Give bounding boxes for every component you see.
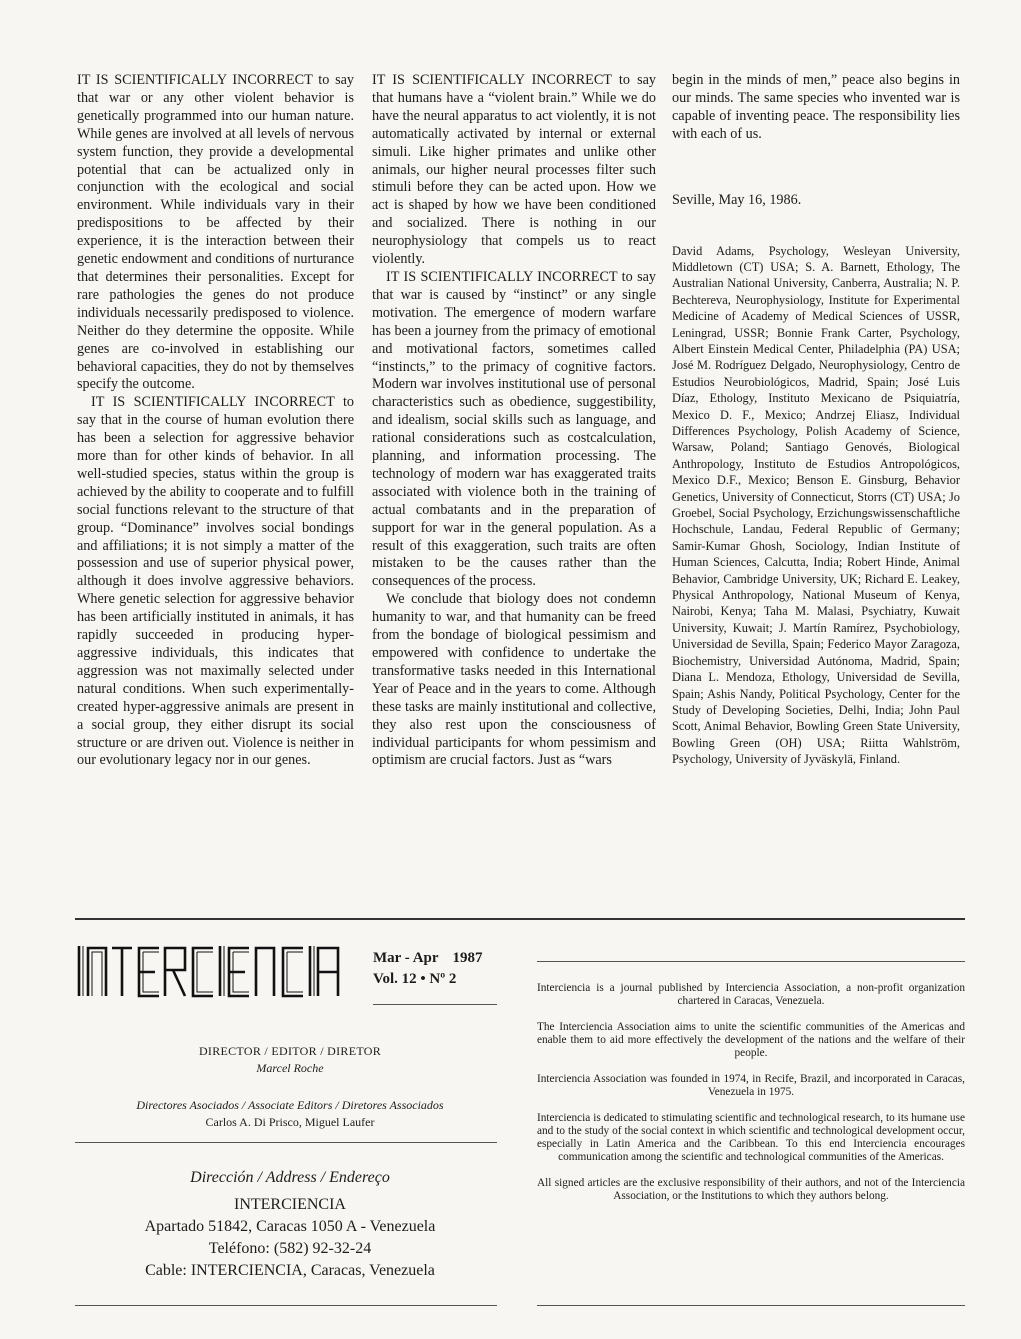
paragraph: IT IS SCIENTIFICALLY INCORRECT to say that in the course of human evolution there has been a selection for aggressive behavior more than for other kinds of behavior. In all well-studied species, status within the group is achieved by the ability to cooperate and to fulfill social functions relevant to the structure of that group. “Dominance” involves social bondings and affiliations; it is not simply a matter of the possession and use of superior physical power, although it does involve aggressive behaviors. Where genetic selection for aggressive behavior has been artificially instituted in animals, it has rapidly succeeded in producing hyper-aggressive individuals, this indicates that aggression was not maximally selected under natural conditions. When such experimentally-created hyper-aggressive animals are present in a social group, they either disrupt its social structure or are driven out. Violence is neither in our evolutionary legacy nor in our genes. (77, 394, 354, 769)
about-paragraph: The Interciencia Association aims to unite the scientific communities of the Americas and enable them to aid more effectively the development of the nations and the welfare of their people. (537, 1021, 965, 1059)
address-heading: Dirección / Address / Endereço (190, 1169, 390, 1186)
address-line: Apartado 51842, Caracas 1050 A - Venezuela (144, 1218, 436, 1235)
editor-block (90, 1043, 490, 1077)
signatories-list: David Adams, Psychology, Wesleyan University, Middletown (CT) USA; S. A. Barnett, Ethology, The Australian National University, Canberra, Australia; N. P. Bechtereva, Neurophysiology, Institute for Experimental Medicine of Academy of Medical Sciences of USSR, Leningrad, USSR; Bonnie Frank Carter, Psychology, Albert Einstein Medical Center, Philadelphia (PA) USA; José M. Rodríguez Delgado, Neurophysiology, Centro de Estudios Neurobiológicos, Madrid, Spain; José Luis Díaz, Ethology, Instituto Mexicano de Psiquiatría, Mexico D. F., Mexico; Andrzej Eliasz, Individual Differences Psychology, Polish Academy of Science, Warsaw, Poland; Santiago Genovés, Biological Anthropology, Instituto de Estudios Antropológicos, Mexico D.F., Mexico; Benson E. Ginsburg, Behavior Genetics, University of Connecticut, Storrs (CT) USA; Jo Groebel, Social Psychology, Erzichungswissenschaftliche Hochschule, Landau, Federal Republic of Germany; Samir-Kumar Ghosh, Sociology, Indian Institute of Human Sciences, Calcutta, India; Robert Hinde, Animal Behavior, Cambridge University, UK; Richard E. Leakey, Physical Anthropology, National Museum of Kenya, Nairobi, Kenya; Taha M. Malasi, Psychiatry, Kuwait University, Kuwait; J. Martín Ramírez, Psychobiology, Universidad de Sevilla, Spain; Federico Mayor Zaragoza, Biochemistry, Universidad Autónoma, Madrid, Spain; Diana L. Mendoza, Ethology, Universidad de Sevilla, Spain; Ashis Nandy, Political Psychology, Center for the Study of Developing Societies, Delhi, India; John Paul Scott, Animal Behavior, Bowling Green State University, Bowling Green (OH) USA; Riitta Wahlström, Psychology, University of Jyväskylä, Finland. (672, 243, 960, 767)
associates-names: Carlos A. Di Prisco, Miguel Laufer (205, 1115, 375, 1129)
divider (537, 961, 965, 962)
paragraph: IT IS SCIENTIFICALLY INCORRECT to say that war or any other violent behavior is genetically programmed into our human nature. While genes are involved at all levels of nervous system function, they provide a developmental potential that can be actualized only in conjunction with the ecological and social environment. While individuals vary in their predispositions to be affected by their experience, it is the interaction between their genetic endowment and conditions of nurturance that determines their personalities. Except for rare pathologies the genes do not produce individuals necessarily predisposed to violence. Neither do they determine the opposite. While genes are co-involved in establishing our behavioral capacities, they do not by themselves specify the outcome. (77, 72, 354, 393)
article-column-3 (672, 72, 960, 768)
address-phone: Teléfono: (582) 92-32-24 (208, 1240, 372, 1257)
divider (75, 1142, 497, 1143)
about-paragraph: Interciencia is a journal published by Interciencia Association, a non-profit organization chartered in Caracas, Venezuela. (537, 982, 965, 1007)
address-cable: Cable: INTERCIENCIA, Caracas, Venezuela (145, 1262, 435, 1279)
divider (373, 1004, 497, 1005)
about-paragraph: Interciencia is dedicated to stimulating scientific and technological research, to its humane use and to the study of the social context in which scientific and technological development occur, especially in Latin America and the Caribbean. To this end Interciencia encourages communication among the scientific and technological communities of the Americas. (537, 1112, 965, 1163)
divider (75, 1305, 497, 1306)
paragraph: begin in the minds of men,” peace also begins in our minds. The same species who invented war is capable of inventing peace. The responsibility lies with each of us. (672, 72, 960, 142)
issue-months: Mar - Apr (373, 950, 439, 966)
address-org: INTERCIENCIA (234, 1196, 346, 1213)
issue-year: 1987 (452, 950, 483, 966)
issue-info (373, 948, 503, 990)
section-divider (75, 918, 965, 920)
associates-block (70, 1097, 510, 1131)
divider (537, 1305, 965, 1306)
about-paragraph: All signed articles are the exclusive responsibility of their authors, and not of the Interciencia Association, or the Institutions to which they authors belong. (537, 1177, 965, 1202)
paragraph: We conclude that biology does not condemn humanity to war, and that humanity can be freed from the bondage of biological pessimism and empowered with confidence to undertake the transformative tasks needed in this International Year of Peace and in the years to come. Although these tasks are mainly institutional and collective, they also rest upon the consciousness of individual participants for whom pessimism and optimism are crucial factors. Just as “wars (372, 591, 656, 769)
article-column-1 (77, 72, 354, 770)
declaration-date: Seville, May 16, 1986. (672, 191, 802, 208)
paragraph: IT IS SCIENTIFICALLY INCORRECT to say that war is caused by “instinct” or any single motivation. The emergence of modern warfare has been a journey from the primacy of emotional and motivational factors, sometimes called “instincts,” to the primacy of cognitive factors. Modern war involves institutional use of personal characteristics such as obedience, suggestibility, and idealism, social skills such as language, and rational considerations such as costcalculation, planning, and information processing. The technology of modern war has exaggerated traits associated with violence both in the training of actual combatants and in the preparation of support for war in the general population. As a result of this exaggeration, such traits are often mistaken to be the causes rather than the consequences of the process. (372, 268, 656, 590)
interciencia-logo (75, 940, 363, 1002)
issue-volume: Vol. 12 • Nº 2 (373, 971, 457, 987)
about-paragraph: Interciencia Association was founded in 1974, in Recife, Brazil, and incorporated in Caracas, Venezuela in 1975. (537, 1073, 965, 1098)
director-heading: DIRECTOR / EDITOR / DIRETOR (198, 1044, 382, 1058)
associates-heading: Directores Asociados / Associate Editors / Diretores Associados (136, 1098, 444, 1112)
paragraph: IT IS SCIENTIFICALLY INCORRECT to say that humans have a “violent brain.” While we do have the neural apparatus to act violently, it is not automatically activated by internal or external simuli. Like higher primates and unlike other animals, our higher neural processes filter such stimuli before they can be acted upon. How we act is shaped by how we have been conditioned and socialized. There is nothing in our neurophysiology that compels us to react violently. (372, 72, 656, 268)
article-column-2 (372, 72, 656, 770)
about-journal (537, 982, 965, 1216)
address-block (90, 1167, 490, 1282)
director-name: Marcel Roche (256, 1061, 324, 1075)
